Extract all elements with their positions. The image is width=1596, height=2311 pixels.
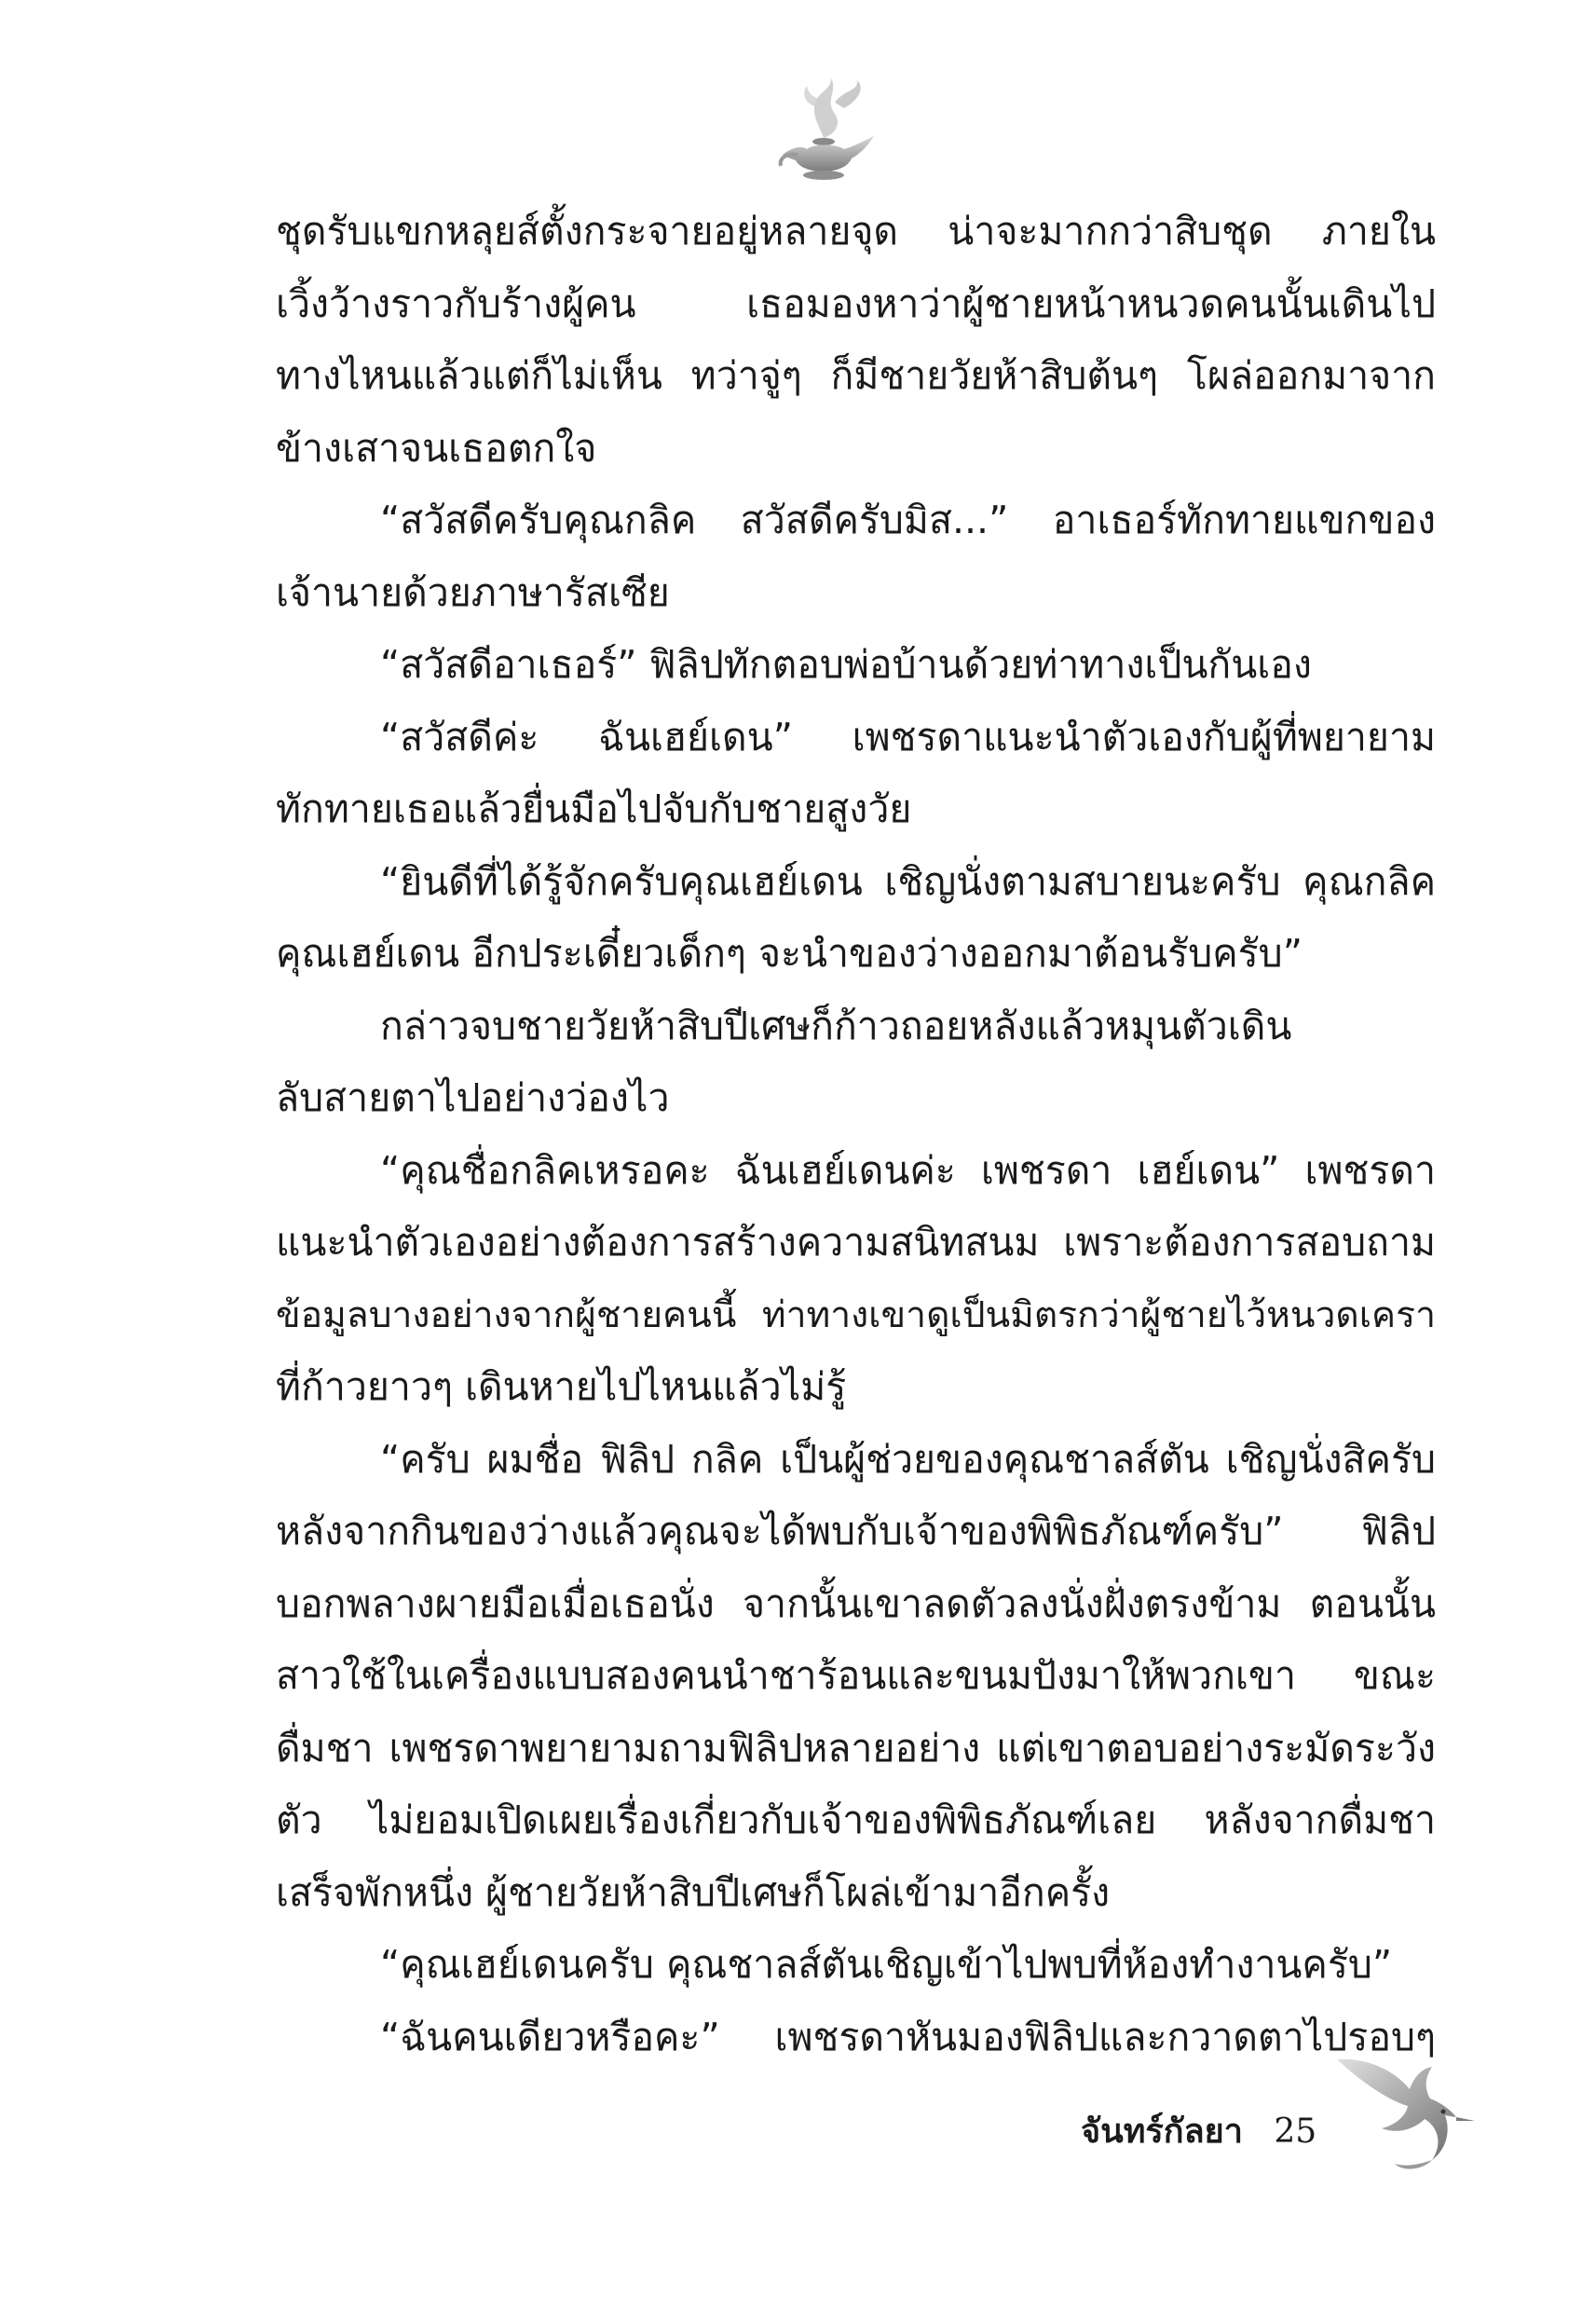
page-footer <box>1081 2104 1316 2160</box>
text-line: “ครับ ผมชื่อ ฟิลิป กลิค เป็นผู้ช่วยของคุณชาลส์ตัน เชิญนั่งสิครับ <box>380 1436 1436 1482</box>
page-number: 25 <box>1274 2113 1317 2151</box>
text-line: ข้างเสาจนเธอตกใจ <box>276 425 597 471</box>
text-line: “คุณชื่อกลิคเหรอคะ ฉันเฮย์เดนค่ะ เพชรดา เฮย์เดน” เพชรดา <box>380 1147 1436 1193</box>
text-line: “สวัสดีครับคุณกลิค สวัสดีครับมิส...” อาเธอร์ทักทายแขกของ <box>380 498 1436 542</box>
text-line: กล่าวจบชายวัยห้าสิบปีเศษก็ก้าวถอยหลังแล้วหมุนตัวเดิน <box>380 1003 1292 1048</box>
text-line: ที่ก้าวยาวๆ เดินหายไปไหนแล้วไม่รู้ <box>276 1364 847 1409</box>
genie-lamp-icon <box>770 65 881 186</box>
text-line: เสร็จพักหนึ่ง ผู้ชายวัยห้าสิบปีเศษก็โผล่เข้ามาอีกครั้ง <box>276 1869 1111 1915</box>
text-line: “ฉันคนเดียวหรือคะ” เพชรดาหันมองฟิลิปและกวาดตาไปรอบๆ <box>380 2014 1436 2059</box>
text-line: ตัว ไม่ยอมเปิดเผยเรื่องเกี่ยวกับเจ้าของพิพิธภัณฑ์เลย หลังจากดื่มชา <box>276 1798 1436 1842</box>
book-title: จันทร์กัลยา <box>1081 2113 1243 2151</box>
text-line: บอกพลางผายมือเมื่อเธอนั่ง จากนั้นเขาลดตัวลงนั่งฝั่งตรงข้าม ตอนนั้น <box>276 1580 1436 1626</box>
text-line: “ยินดีที่ได้รู้จักครับคุณเฮย์เดน เชิญนั่งตามสบายนะครับ คุณกลิค <box>380 858 1436 904</box>
text-line: “สวัสดีอาเธอร์” ฟิลิปทักตอบพ่อบ้านด้วยท่าทางเป็นกันเอง <box>380 642 1312 687</box>
text-line: คุณเฮย์เดน อีกประเดี๋ยวเด็กๆ จะนำของว่างออกมาต้อนรับครับ” <box>276 931 1303 976</box>
text-line: “สวัสดีค่ะ ฉันเฮย์เดน” เพชรดาแนะนำตัวเองกับผู้ที่พยายาม <box>380 714 1436 759</box>
text-line: สาวใช้ในเครื่องแบบสองคนนำชาร้อนและขนมปังมาให้พวกเขา ขณะ <box>276 1653 1436 1698</box>
text-line: เจ้านายด้วยภาษารัสเซีย <box>276 569 670 615</box>
text-line: ข้อมูลบางอย่างจากผู้ชายคนนี้ ท่าทางเขาดูเป็นมิตรกว่าผู้ชายไว้หนวดเครา <box>276 1293 1436 1336</box>
text-line: ลับสายตาไปอย่างว่องไว <box>276 1075 670 1120</box>
text-line: เวิ้งว้างราวกับร้างผู้คน เธอมองหาว่าผู้ชายหน้าหนวดคนนั้นเดินไป <box>276 280 1436 326</box>
text-line: หลังจากกินของว่างแล้วคุณจะได้พบกับเจ้าของพิพิธภัณฑ์ครับ” ฟิลิป <box>276 1509 1436 1553</box>
text-line: ทักทายเธอแล้วยื่นมือไปจับกับชายสูงวัย <box>276 786 912 831</box>
text-line: ทางไหนแล้วแต่ก็ไม่เห็น ทว่าจู่ๆ ก็มีชายวัยห้าสิบต้นๆ โผล่ออกมาจาก <box>276 353 1436 398</box>
hummingbird-icon <box>1328 2041 1477 2181</box>
body-text <box>276 196 1436 2073</box>
text-line: ดื่มชา เพชรดาพยายามถามฟิลิปหลายอย่าง แต่เขาตอบอย่างระมัดระวัง <box>276 1725 1436 1771</box>
text-line: ชุดรับแขกหลุยส์ตั้งกระจายอยู่หลายจุด น่าจะมากกว่าสิบชุด ภายใน <box>276 209 1436 253</box>
text-line: แนะนำตัวเองอย่างต้องการสร้างความสนิทสนม เพราะต้องการสอบถาม <box>276 1220 1436 1265</box>
text-line: “คุณเฮย์เดนครับ คุณชาลส์ตันเชิญเข้าไปพบที่ห้องทำงานครับ” <box>380 1942 1393 1987</box>
